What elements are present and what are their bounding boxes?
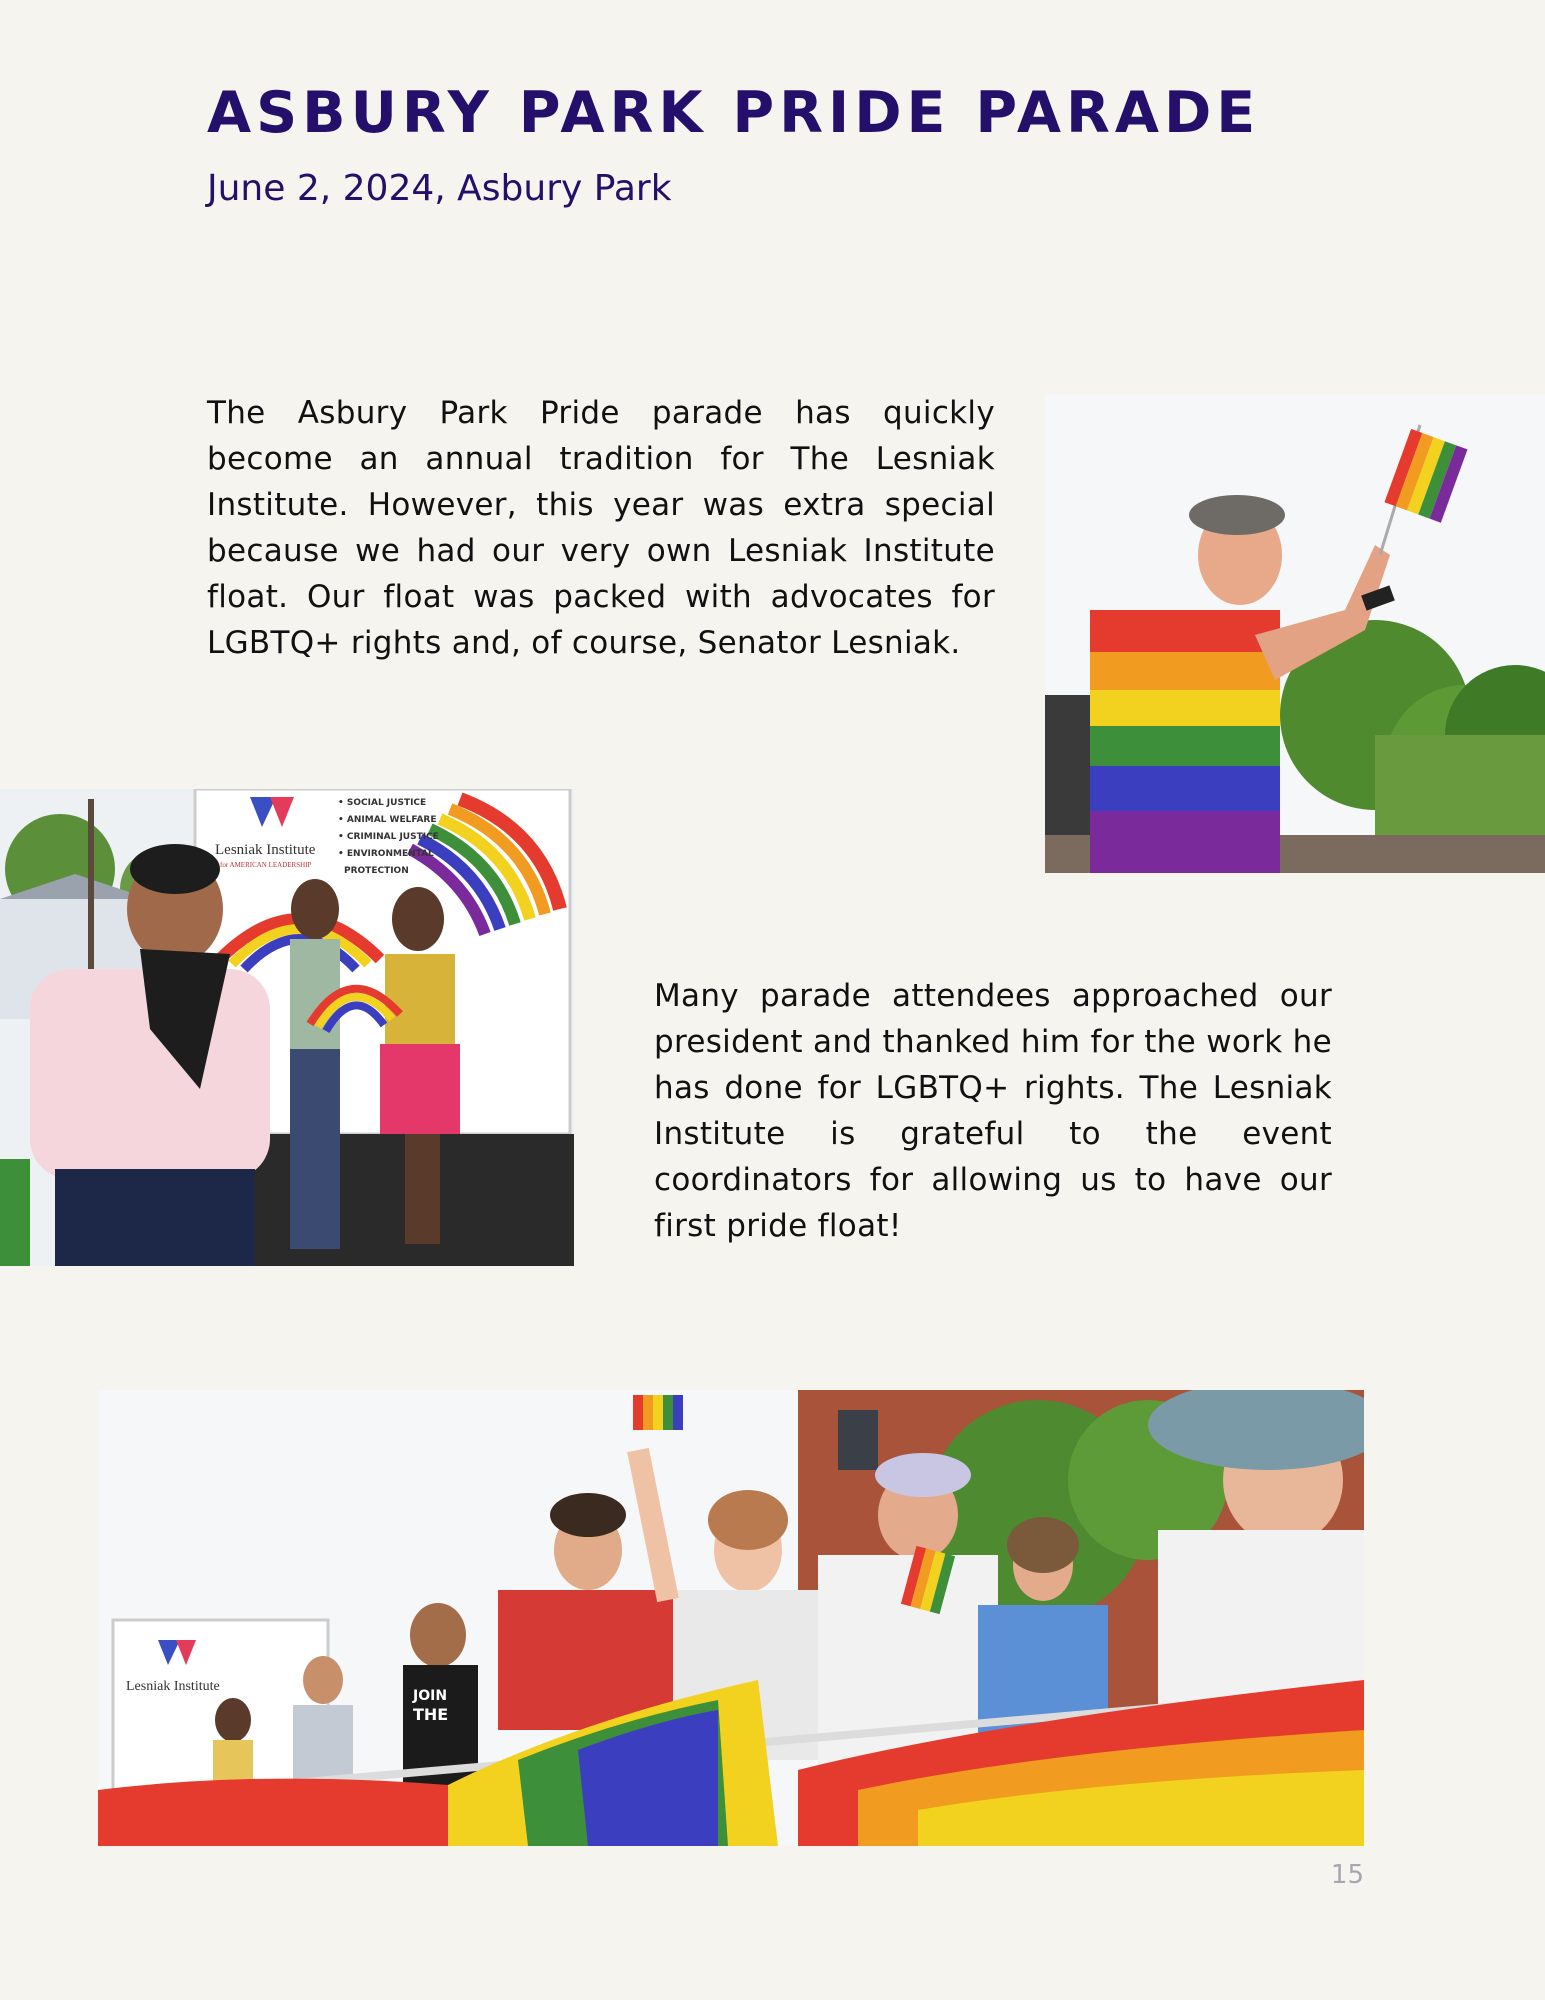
photo-float-attendees-image xyxy=(0,789,574,1266)
photo-senator-waving-flag-image xyxy=(1045,395,1545,873)
photo-float-group-image xyxy=(98,1390,1364,1846)
banner-cause-1: • SOCIAL JUSTICE xyxy=(338,798,427,808)
photo-float-attendees xyxy=(0,789,574,1266)
photo-senator-waving-flag xyxy=(1045,395,1545,873)
intro-paragraph: The Asbury Park Pride parade has quickly become an annual tradition for The Lesniak Institute. However, this year was extra special because we had our very own Lesniak Institute float. Our float was packed with advocates for LGBTQ+ rights and, of course, Senator Lesniak. xyxy=(207,395,995,661)
svg-text:JOIN: JOIN xyxy=(413,1688,448,1704)
banner-cause-4: • ENVIRONMENTAL xyxy=(338,849,434,859)
photo-float-group xyxy=(98,1390,1364,1846)
banner-cause-2: • ANIMAL WELFARE xyxy=(338,815,437,825)
svg-text:THE: THE xyxy=(413,1705,449,1724)
banner-cause-3: • CRIMINAL JUSTICE xyxy=(338,832,439,842)
banner-org-name: Lesniak Institute xyxy=(215,842,316,858)
float-banner-org-name: Lesniak Institute xyxy=(126,1679,220,1694)
banner-cause-5: PROTECTION xyxy=(344,866,409,876)
attendees-paragraph: Many parade attendees approached our president and thanked him for the work he has done for LGBTQ+ rights. The Lesniak Institute is grateful to the event coordinators for allowing us to have our first pride float! xyxy=(654,978,1332,1244)
page-number: 15 xyxy=(1330,1860,1364,1890)
page-title: ASBURY PARK PRIDE PARADE xyxy=(207,80,1261,146)
event-date-location: June 2, 2024, Asbury Park xyxy=(207,168,672,209)
banner-org-tagline: for AMERICAN LEADERSHIP xyxy=(220,861,312,869)
